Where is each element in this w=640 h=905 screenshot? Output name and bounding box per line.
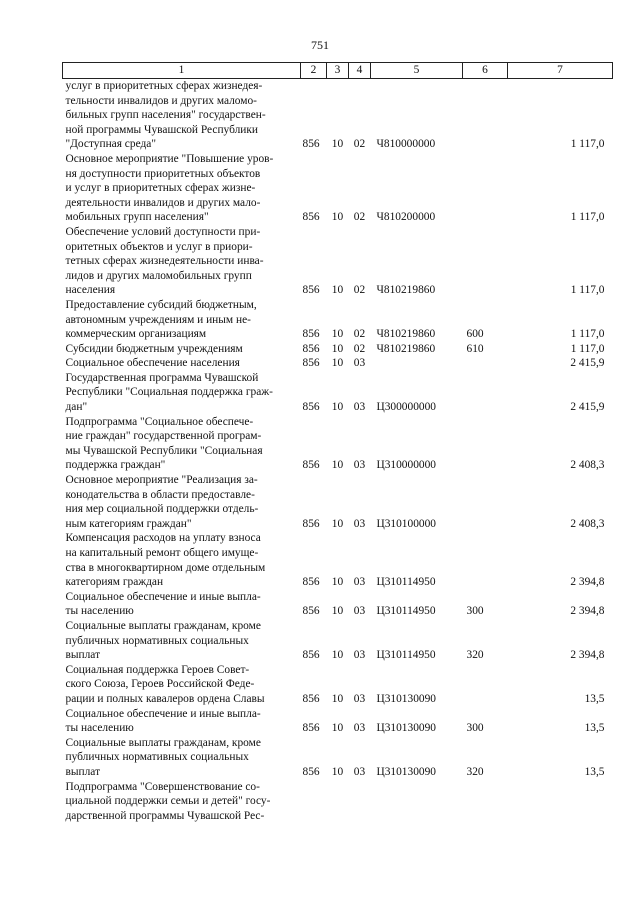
row-name-line: на капитальный ремонт общего имуще-: [65, 547, 259, 559]
row-name-line: рации и полных кавалеров ордена Славы: [65, 692, 265, 705]
row-csr-cell: Ц310100000: [376, 517, 436, 530]
row-name-line: ты населению: [65, 722, 134, 735]
row-name-line: Социальные выплаты гражданам, кроме: [65, 736, 261, 749]
table-row: [63, 342, 613, 357]
row-vr-cell: [463, 152, 508, 225]
row-name-line: лидов и других маломобильных групп: [65, 269, 252, 282]
row-sum-cell: 1 117,0: [570, 342, 605, 355]
row-name-line: ства в многоквартирном доме отдельным: [65, 561, 266, 574]
row-pr-cell: 03: [353, 401, 366, 414]
row-vr-cell: 320: [466, 649, 484, 662]
row-name-cell: [63, 298, 301, 342]
table-row: [63, 371, 613, 415]
row-pr-cell: 02: [353, 138, 366, 151]
row-ved-cell: 856: [302, 357, 320, 370]
row-pr-cell: 03: [353, 459, 366, 472]
row-csr-cell: [371, 356, 463, 371]
row-rz-cell: 10: [331, 211, 344, 224]
row-ved-cell: 856: [302, 138, 320, 151]
row-name-line: Основное мероприятие "Реализация за-: [65, 474, 258, 487]
row-name-line: дарственной программы Чувашской Рес-: [65, 809, 265, 822]
col-header-rz: 3: [327, 63, 349, 79]
col-header-sum: 7: [508, 63, 613, 79]
row-ved-cell: 856: [302, 328, 320, 341]
row-sum-cell: 1 117,0: [570, 138, 605, 151]
row-pr-cell: 03: [353, 649, 366, 662]
row-pr-cell: [349, 780, 371, 824]
row-ved-cell: 856: [302, 342, 320, 355]
table-row: [63, 780, 613, 824]
col-header-pr: 4: [349, 63, 371, 79]
row-name-line: Обеспечение условий доступности при-: [65, 225, 261, 238]
row-rz-cell: 10: [331, 722, 344, 735]
row-pr-cell: 03: [353, 692, 366, 705]
row-csr-cell: Ц310114950: [376, 649, 436, 662]
row-sum-cell: 1 117,0: [570, 284, 605, 297]
row-vr-cell: 300: [466, 722, 484, 735]
row-csr-cell: Ц310000000: [376, 459, 436, 472]
row-csr-cell: Ч810000000: [376, 138, 436, 151]
row-sum-cell: 13,5: [584, 765, 605, 778]
row-name-cell: [63, 356, 301, 371]
row-name-cell: [63, 152, 301, 225]
table-row: [63, 79, 613, 152]
table-body: [63, 79, 613, 824]
row-name-line: Социальное обеспечение населения: [65, 357, 240, 370]
row-name-cell: [63, 663, 301, 707]
row-ved-cell: 856: [302, 722, 320, 735]
table-header: [63, 63, 613, 79]
row-vr-cell: 320: [466, 765, 484, 778]
row-name-line: циальной поддержки семьи и детей" госу-: [65, 795, 271, 808]
row-vr-cell: 610: [466, 342, 484, 355]
row-vr-cell: [463, 79, 508, 152]
row-ved-cell: 856: [302, 692, 320, 705]
table-row: [63, 415, 613, 473]
row-rz-cell: 10: [331, 605, 344, 618]
row-vr-cell: [463, 356, 508, 371]
row-sum-cell: 2 415,9: [570, 401, 605, 414]
row-rz-cell: 10: [331, 401, 344, 414]
row-name-line: тетных сферах жизнедеятельности инва-: [65, 255, 264, 268]
row-name-line: ние граждан" государственной програм-: [65, 430, 262, 443]
row-pr-cell: 03: [353, 722, 366, 735]
row-vr-cell: 600: [466, 328, 484, 341]
table-row: [63, 356, 613, 371]
row-csr-cell: Ц310114950: [376, 576, 436, 589]
row-pr-cell: 03: [353, 517, 366, 530]
row-ved-cell: 856: [302, 459, 320, 472]
row-csr-cell: Ц300000000: [376, 401, 436, 414]
row-rz-cell: 10: [331, 517, 344, 530]
row-name-line: категориям граждан: [65, 576, 164, 589]
row-rz-cell: 10: [331, 138, 344, 151]
row-rz-cell: 10: [331, 692, 344, 705]
row-pr-cell: 03: [353, 576, 366, 589]
row-sum-cell: 13,5: [584, 722, 605, 735]
row-sum-cell: 13,5: [584, 692, 605, 705]
table-row: [63, 152, 613, 225]
row-sum-cell: 2 394,8: [570, 576, 605, 589]
row-pr-cell: 02: [353, 211, 366, 224]
row-csr-cell: Ц310130090: [376, 692, 436, 705]
row-name-line: Подпрограмма "Совершенствование со-: [65, 780, 260, 793]
row-ved-cell: 856: [302, 517, 320, 530]
table-row: [63, 590, 613, 619]
row-rz-cell: 10: [331, 357, 344, 370]
row-ved-cell: 856: [302, 401, 320, 414]
row-name-line: поддержка граждан": [65, 459, 166, 472]
row-name-line: Социальное обеспечение и иные выпла-: [65, 707, 261, 720]
row-vr-cell: [463, 663, 508, 707]
row-vr-cell: [463, 415, 508, 473]
row-name-line: ня доступности приоритетных объектов: [65, 167, 261, 180]
row-name-line: Основное мероприятие "Повышение уров-: [65, 152, 274, 165]
row-name-cell: [63, 371, 301, 415]
col-header-vr: 6: [463, 63, 508, 79]
row-sum-cell: 1 117,0: [570, 211, 605, 224]
row-vr-cell: [463, 473, 508, 531]
row-vr-cell: [463, 225, 508, 298]
row-name-line: Социальная поддержка Героев Совет-: [65, 663, 250, 676]
budget-table: [62, 62, 613, 823]
table-row: [63, 531, 613, 589]
row-pr-cell: 02: [353, 342, 366, 355]
page-number: 751: [311, 38, 329, 52]
row-ved-cell: 856: [302, 576, 320, 589]
row-pr-cell: 03: [353, 357, 366, 370]
row-name-cell: [63, 780, 301, 824]
row-ved-cell: 856: [302, 649, 320, 662]
row-csr-cell: Ч810200000: [376, 211, 436, 224]
row-csr-cell: [371, 780, 463, 824]
row-ved-cell: 856: [302, 284, 320, 297]
row-name-line: "Доступная среда": [65, 138, 156, 151]
row-name-line: ния мер социальной поддержки отдель-: [65, 503, 259, 516]
row-name-line: публичных нормативных социальных: [65, 751, 249, 764]
row-csr-cell: Ч810219860: [376, 342, 436, 355]
row-name-line: Республики "Социальная поддержка граж-: [65, 386, 273, 399]
row-name-line: Социальные выплаты гражданам, кроме: [65, 619, 261, 632]
row-rz-cell: 10: [331, 284, 344, 297]
row-sum-cell: 2 394,8: [570, 649, 605, 662]
row-name-line: Субсидии бюджетным учреждениям: [65, 342, 243, 355]
row-pr-cell: 02: [353, 328, 366, 341]
row-name-line: дан": [65, 401, 88, 414]
row-name-line: ты населению: [65, 605, 134, 618]
table-row: [63, 619, 613, 663]
row-pr-cell: 03: [353, 765, 366, 778]
row-sum-cell: 1 117,0: [570, 328, 605, 341]
header-row: [63, 63, 613, 79]
row-rz-cell: 10: [331, 459, 344, 472]
row-name-line: и услуг в приоритетных сферах жизне-: [65, 182, 256, 195]
table-row: [63, 663, 613, 707]
row-sum-cell: 2 408,3: [570, 459, 605, 472]
row-name-line: публичных нормативных социальных: [65, 634, 249, 647]
row-name-line: автономным учреждениям и иным не-: [65, 313, 251, 326]
row-sum-cell: 2 408,3: [570, 517, 605, 530]
row-name-cell: [63, 225, 301, 298]
row-name-line: ной программы Чувашской Республики: [65, 123, 259, 136]
row-vr-cell: 300: [466, 605, 484, 618]
row-name-line: Социальное обеспечение и иные выпла-: [65, 590, 261, 603]
table-row: [63, 707, 613, 736]
row-name-line: мы Чувашской Республики "Социальная: [65, 444, 263, 457]
row-csr-cell: Ц310114950: [376, 605, 436, 618]
row-sum-cell: [508, 780, 613, 824]
col-header-name: 1: [63, 63, 301, 79]
row-vr-cell: [463, 371, 508, 415]
row-name-cell: [63, 79, 301, 152]
row-name-cell: [63, 415, 301, 473]
row-name-cell: [63, 473, 301, 531]
row-rz-cell: 10: [331, 576, 344, 589]
col-header-ved: 2: [301, 63, 327, 79]
row-name-cell: [63, 590, 301, 619]
row-name-line: Государственная программа Чувашской: [65, 371, 259, 384]
row-csr-cell: Ц310130090: [376, 765, 436, 778]
table-row: [63, 298, 613, 342]
row-name-line: услуг в приоритетных сферах жизнедея-: [65, 80, 263, 92]
row-vr-cell: [463, 780, 508, 824]
row-ved-cell: 856: [302, 211, 320, 224]
row-name-line: деятельности инвалидов и других мало-: [65, 196, 261, 209]
row-sum-cell: 2 415,9: [570, 357, 605, 370]
row-name-cell: [63, 736, 301, 780]
row-name-line: Подпрограмма "Социальное обеспече-: [65, 415, 254, 428]
row-name-line: тельности инвалидов и других маломо-: [65, 94, 257, 107]
row-rz-cell: 10: [331, 649, 344, 662]
row-pr-cell: 02: [353, 284, 366, 297]
row-name-line: бильных групп населения" государствен-: [65, 109, 266, 122]
row-pr-cell: 03: [353, 605, 366, 618]
col-header-csr: 5: [371, 63, 463, 79]
row-name-line: Компенсация расходов на уплату взноса: [65, 532, 261, 545]
row-rz-cell: 10: [331, 342, 344, 355]
row-vr-cell: [463, 531, 508, 589]
table-row: [63, 473, 613, 531]
row-name-line: выплат: [65, 765, 101, 778]
row-name-line: конодательства в области предоставле-: [65, 488, 255, 501]
row-name-line: Предоставление субсидий бюджетным,: [65, 298, 257, 311]
row-name-line: мобильных групп населения": [65, 211, 209, 224]
row-name-line: ным категориям граждан": [65, 517, 192, 530]
row-name-line: выплат: [65, 649, 101, 662]
row-sum-cell: 2 394,8: [570, 605, 605, 618]
row-ved-cell: [301, 780, 327, 824]
row-name-cell: [63, 531, 301, 589]
row-rz-cell: 10: [331, 328, 344, 341]
row-rz-cell: [327, 780, 349, 824]
row-name-cell: [63, 619, 301, 663]
row-ved-cell: 856: [302, 765, 320, 778]
row-ved-cell: 856: [302, 605, 320, 618]
row-rz-cell: 10: [331, 765, 344, 778]
table-row: [63, 736, 613, 780]
row-csr-cell: Ц310130090: [376, 722, 436, 735]
row-name-line: оритетных объектов и услуг в приори-: [65, 240, 253, 253]
row-name-line: коммерческим организациям: [65, 328, 207, 341]
row-csr-cell: Ч810219860: [376, 284, 436, 297]
table-row: [63, 225, 613, 298]
row-csr-cell: Ч810219860: [376, 328, 436, 341]
row-name-cell: [63, 342, 301, 357]
row-name-line: населения: [65, 284, 116, 297]
row-name-line: ского Союза, Героев Российской Феде-: [65, 678, 255, 691]
row-name-cell: [63, 707, 301, 736]
